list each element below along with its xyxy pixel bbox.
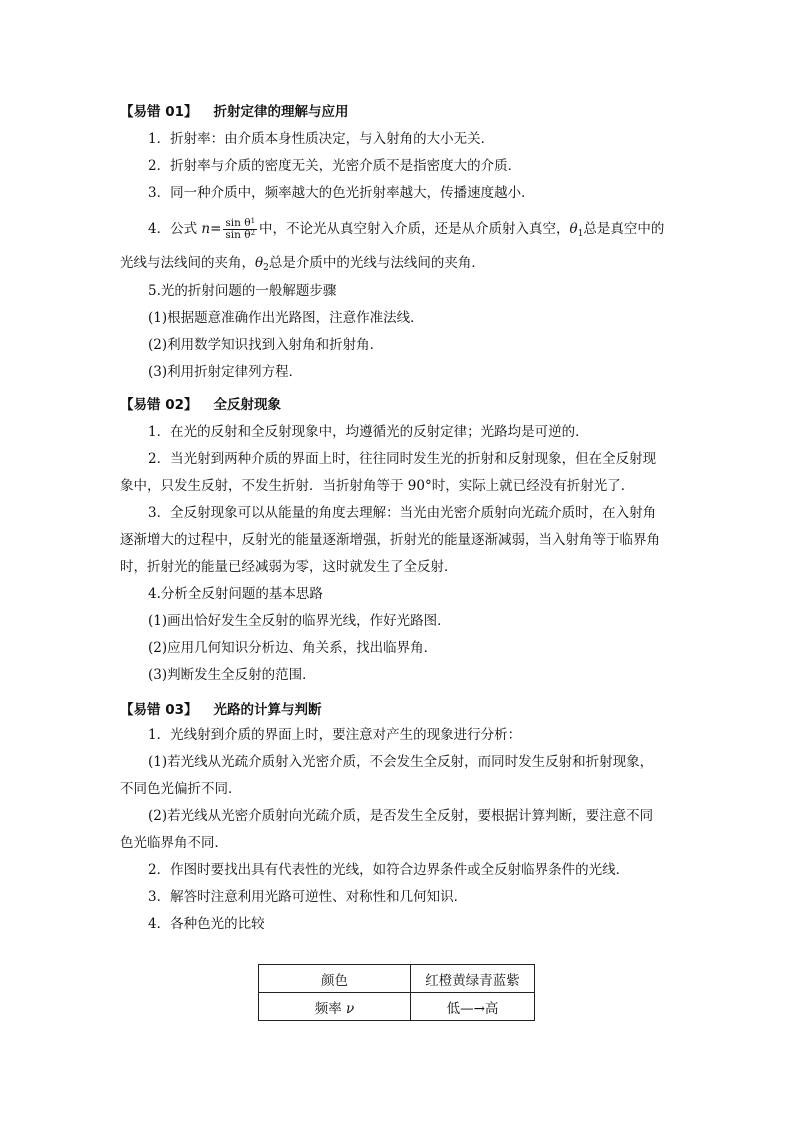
s2-line-1: 1．在光的反射和全反射现象中，均遵循光的反射定律；光路均是可逆的．	[148, 424, 589, 440]
table-row	[259, 993, 535, 1021]
table-row	[259, 965, 535, 993]
s2-line-6: 时，折射光的能量已经减弱为零，这时就发生了全反射．	[120, 559, 458, 575]
s2-line-4: 3．全反射现象可以从能量的角度去理解：当光由光密介质射向光疏介质时，在入射角	[148, 505, 657, 521]
s1-item-1: 1．折射率：由介质本身性质决定，与入射角的大小无关．	[148, 131, 495, 147]
s3-line-1: 1．光线射到介质的界面上时，要注意对产生的现象进行分析：	[148, 727, 522, 743]
s1-formula-line: 4．公式 n= $\frac{\sin \theta^1}{\sin \theta^2}$ 中，不论光从真空射入介质，还是从介质射入真空，$\theta_1$总是真空中的	[148, 217, 665, 241]
s2-line-10: (3)判断发生全反射的范围．	[148, 667, 316, 683]
snell-fraction: $\frac{\sin \theta^1}{\sin \theta^2}$	[225, 217, 256, 241]
color-comparison-table	[258, 964, 535, 1021]
s3-line-8: 4．各种色光的比较	[148, 916, 265, 932]
table-cell-label: 颜色	[259, 965, 411, 993]
var-nu: ν	[346, 1000, 355, 1017]
s1-step-2: (2)利用数学知识找到入射角和折射角．	[148, 337, 384, 353]
s3-line-7: 3．解答时注意利用光路可逆性、对称性和几何知识．	[148, 889, 468, 905]
s2-line-9: (2)应用几何知识分析边、角关系，找出临界角．	[148, 640, 438, 656]
s2-line-3: 象中，只发生反射，不发生折射．当折射角等于 90°时，实际上就已经没有折射光了．	[120, 478, 635, 494]
s3-line-3: 不同色光偏折不同．	[120, 781, 242, 797]
s2-line-8: (1)画出恰好发生全反射的临界光线，作好光路图．	[148, 613, 451, 629]
section-02-heading	[120, 396, 281, 414]
s2-line-5: 逐渐增大的过程中，反射光的能量逐渐增强，折射光的能量逐渐减弱，当入射角等于临界角	[120, 532, 660, 548]
table-cell-value: 红橙黄绿青蓝紫	[411, 965, 535, 993]
s1-step-3: (3)利用折射定律列方程．	[148, 364, 303, 380]
s3-line-4: (2)若光线从光密介质射向光疏介质，是否发生全反射，要根据计算判断，要注意不同	[148, 808, 654, 824]
var-n: n	[201, 221, 211, 237]
table-cell-label: 频率 ν	[259, 993, 411, 1021]
s3-line-6: 2．作图时要找出具有代表性的光线，如符合边界条件或全反射临界条件的光线．	[148, 862, 630, 878]
s1-item-2: 2．折射率与介质的密度无关，光密介质不是指密度大的介质．	[148, 158, 522, 174]
s2-line-7: 4.分析全反射问题的基本思路	[148, 586, 323, 602]
s2-line-2: 2．当光射到两种介质的界面上时，往往同时发生光的折射和反射现象，但在全反射现	[148, 451, 657, 467]
section-03-title: 光路的计算与判断	[213, 702, 322, 718]
section-02-tag: 【易错 02】	[120, 397, 198, 413]
table-cell-value: 低—→高	[411, 993, 535, 1021]
section-03-heading	[120, 701, 322, 719]
s1-steps-title: 5.光的折射问题的一般解题步骤	[148, 283, 337, 299]
section-01-title: 折射定律的理解与应用	[213, 104, 349, 120]
s3-line-2: (1)若光线从光疏介质射入光密介质，不会发生全反射，而同时发生反射和折射现象，	[148, 754, 654, 770]
section-01-heading	[120, 103, 349, 121]
s1-item-3: 3．同一种介质中，频率越大的色光折射率越大，传播速度越小．	[148, 185, 535, 201]
section-03-tag: 【易错 03】	[120, 702, 198, 718]
section-01-tag: 【易错 01】	[120, 104, 198, 120]
section-02-title: 全反射现象	[213, 397, 281, 413]
s1-step-1: (1)根据题意准确作出光路图，注意作准法线．	[148, 310, 424, 326]
s3-line-5: 色光临界角不同．	[120, 835, 228, 851]
s1-formula-line-2: 光线与法线间的夹角，$\theta_2$总是介质中的光线与法线间的夹角．	[120, 255, 485, 273]
